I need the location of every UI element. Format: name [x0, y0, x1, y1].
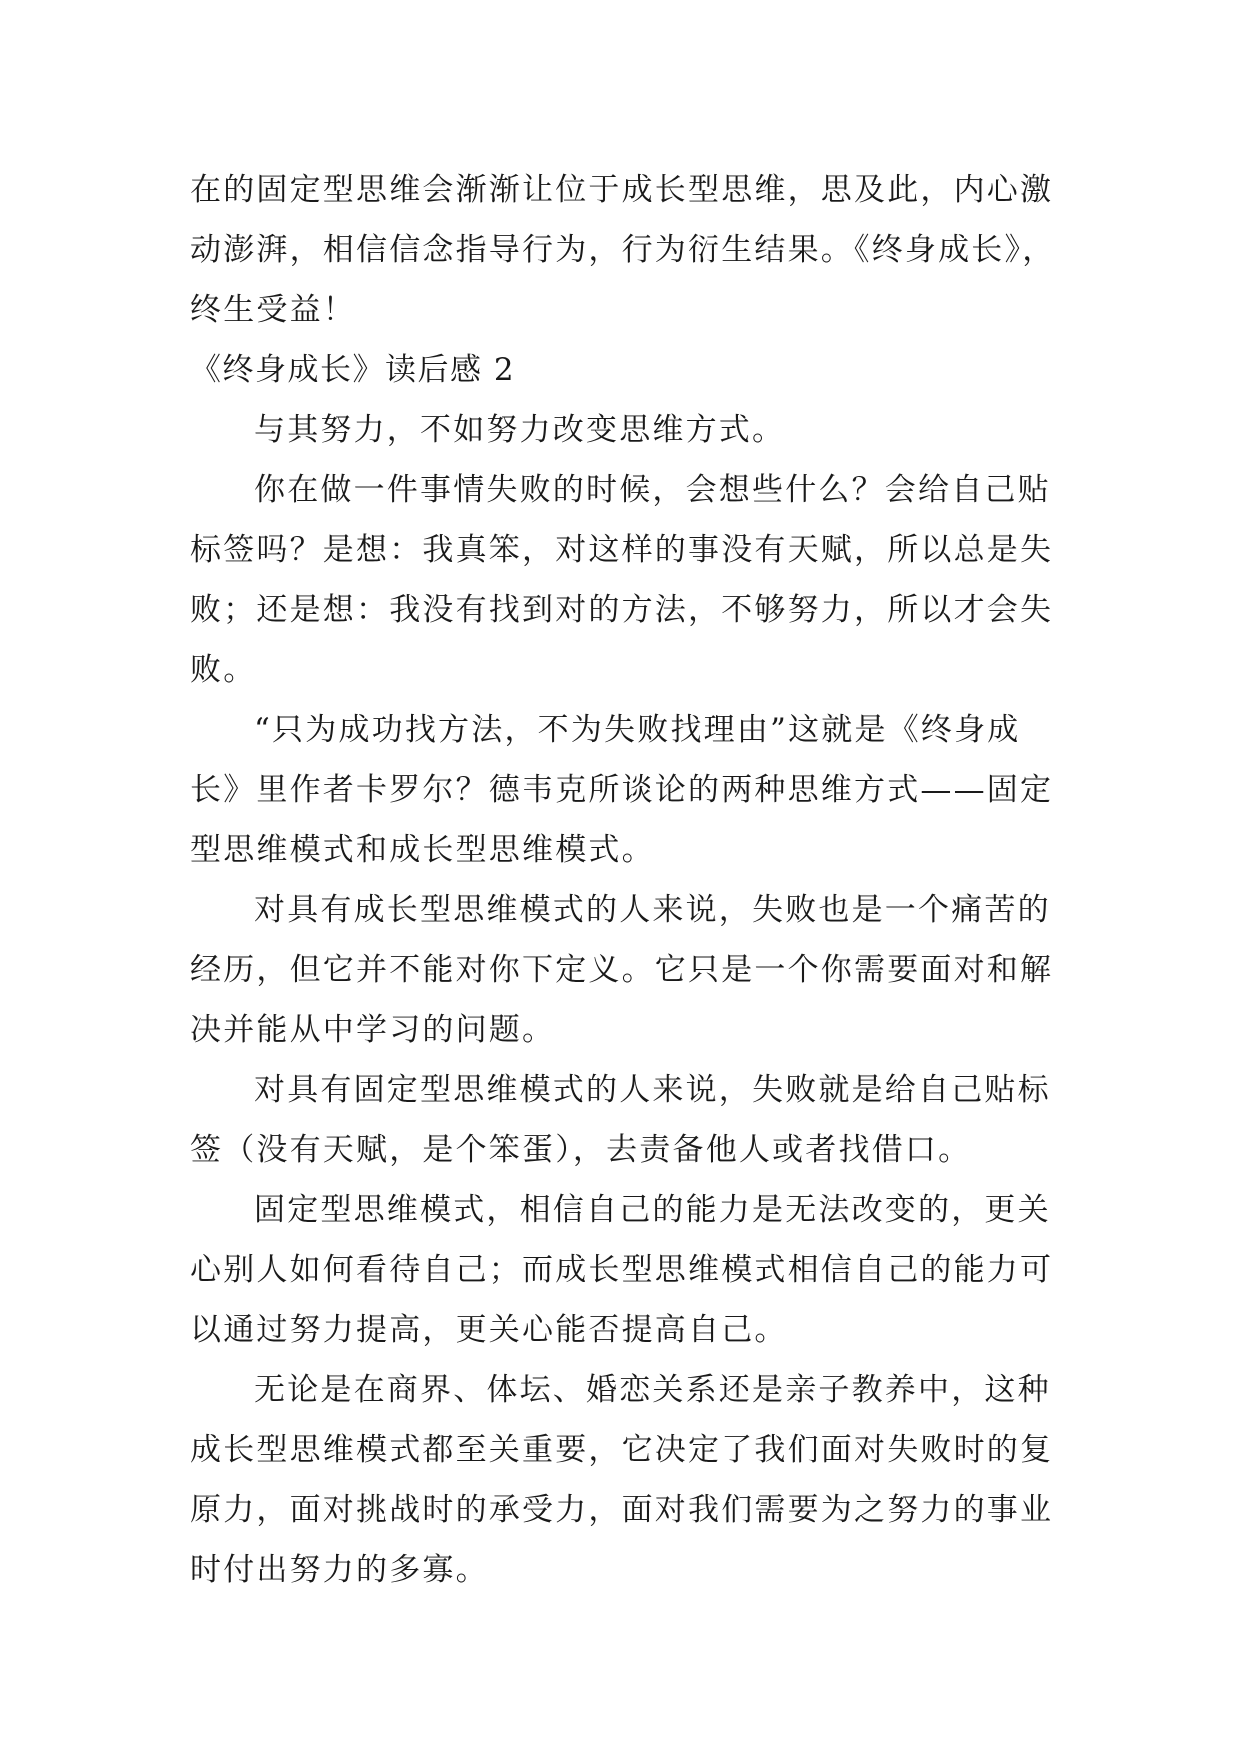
text-line: 型思维模式和成长型思维模式。 [190, 832, 655, 868]
text-line: 败；还是想：我没有找到对的方法，不够努力，所以才会失 [190, 592, 1054, 628]
text-line: 对具有固定型思维模式的人来说，失败就是给自己贴标 [254, 1072, 1051, 1108]
text-line: 签（没有天赋，是个笨蛋），去责备他人或者找借口。 [190, 1132, 972, 1168]
text-line: 决并能从中学习的问题。 [190, 1012, 556, 1048]
text-line: 终生受益！ [190, 292, 356, 328]
text-line: 动澎湃，相信信念指导行为，行为衍生结果。《终身成长》， [190, 232, 1056, 268]
text-line: 心别人如何看待自己；而成长型思维模式相信自己的能力可 [190, 1252, 1054, 1288]
text-line: 原力，面对挑战时的承受力，面对我们需要为之努力的事业 [190, 1492, 1054, 1528]
text-line: 成长型思维模式都至关重要，它决定了我们面对失败时的复 [190, 1432, 1054, 1468]
text-line: 你在做一件事情失败的时候，会想些什么？会给自己贴 [254, 472, 1051, 508]
text-line: 与其努力，不如努力改变思维方式。 [254, 412, 786, 448]
text-line: “只为成功找方法，不为失败找理由”这就是《终身成 [254, 712, 1021, 748]
text-line: 时付出努力的多寡。 [190, 1552, 489, 1588]
text-line: 败。 [190, 652, 257, 688]
section-heading: 《终身成长》读后感 2 [190, 352, 516, 388]
text-line: 以通过努力提高，更关心能否提高自己。 [190, 1312, 788, 1348]
text-line: 标签吗？是想：我真笨，对这样的事没有天赋，所以总是失 [190, 532, 1054, 568]
text-line: 长》里作者卡罗尔？德韦克所谈论的两种思维方式——固定 [190, 772, 1054, 808]
text-line: 无论是在商界、体坛、婚恋关系还是亲子教养中，这种 [254, 1372, 1051, 1408]
text-line: 对具有成长型思维模式的人来说，失败也是一个痛苦的 [254, 892, 1051, 928]
text-line: 在的固定型思维会渐渐让位于成长型思维，思及此，内心激 [190, 172, 1054, 208]
text-line: 经历，但它并不能对你下定义。它只是一个你需要面对和解 [190, 952, 1054, 988]
text-line: 固定型思维模式，相信自己的能力是无法改变的，更关 [254, 1192, 1051, 1228]
document-page [190, 160, 1056, 1600]
